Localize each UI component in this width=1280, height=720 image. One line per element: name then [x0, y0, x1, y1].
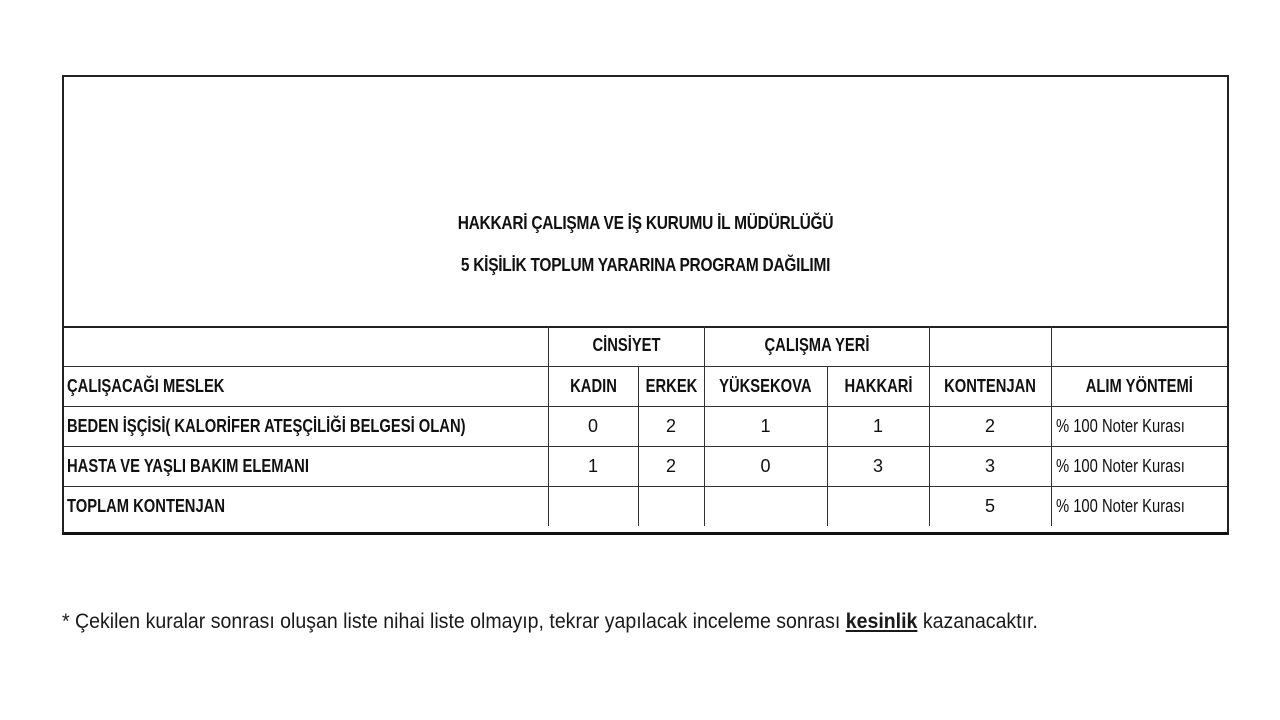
footnote	[62, 610, 1038, 634]
total-quota-cell: 5	[929, 486, 1051, 526]
hakkari-column-header: HAKKARİ	[827, 366, 929, 406]
empty-cell	[638, 486, 704, 526]
empty-cell	[827, 486, 929, 526]
method-cell: % 100 Noter Kurası	[1051, 446, 1227, 486]
table-row	[64, 406, 1227, 446]
document-title: HAKKARİ ÇALIŞMA VE İŞ KURUMU İL MÜDÜRLÜĞÜ	[457, 213, 834, 233]
total-row	[64, 486, 1227, 526]
hakkari-cell: 1	[827, 406, 929, 446]
method-cell: % 100 Noter Kurası	[1051, 406, 1227, 446]
empty-cell	[64, 326, 548, 366]
gender-group-header: CİNSİYET	[548, 326, 704, 366]
empty-cell	[704, 486, 827, 526]
male-cell: 2	[638, 406, 704, 446]
female-column-header: KADIN	[548, 366, 638, 406]
footnote-text: * Çekilen kuralar sonrası oluşan liste nihai liste olmayıp, tekrar yapılacak inceleme sonrası	[62, 610, 846, 633]
method-column-header: ALIM YÖNTEMİ	[1051, 366, 1227, 406]
yuksekova-cell: 0	[704, 446, 827, 486]
female-cell: 1	[548, 446, 638, 486]
quota-cell: 2	[929, 406, 1051, 446]
document-subtitle: 5 KİŞİLİK TOPLUM YARARINA PROGRAM DAĞILIMI	[460, 255, 831, 275]
quota-column-header: KONTENJAN	[929, 366, 1051, 406]
empty-cell	[929, 326, 1051, 366]
hakkari-cell: 3	[827, 446, 929, 486]
profession-cell: BEDEN İŞÇİSİ( KALORİFER ATEŞÇİLİĞİ BELGESİ OLAN)	[64, 406, 548, 446]
total-method-cell: % 100 Noter Kurası	[1051, 486, 1227, 526]
empty-cell	[1051, 326, 1227, 366]
yuksekova-column-header: YÜKSEKOVA	[704, 366, 827, 406]
male-cell: 2	[638, 446, 704, 486]
allocation-table	[64, 326, 1227, 526]
allocation-sheet	[62, 75, 1229, 535]
profession-cell: HASTA VE YAŞLI BAKIM ELEMANI	[64, 446, 548, 486]
female-cell: 0	[548, 406, 638, 446]
quota-cell: 3	[929, 446, 1051, 486]
footnote-emphasis: kesinlik	[845, 610, 918, 633]
group-header-row	[64, 326, 1227, 366]
profession-column-header: ÇALIŞACAĞI MESLEK	[64, 366, 548, 406]
yuksekova-cell: 1	[704, 406, 827, 446]
empty-cell	[548, 486, 638, 526]
male-column-header: ERKEK	[638, 366, 704, 406]
total-label-cell: TOPLAM KONTENJAN	[64, 486, 548, 526]
column-header-row	[64, 366, 1227, 406]
title-block	[64, 77, 1227, 328]
table-row	[64, 446, 1227, 486]
footnote-text-end: kazanacaktır.	[917, 610, 1038, 633]
work-place-group-header: ÇALIŞMA YERİ	[704, 326, 929, 366]
